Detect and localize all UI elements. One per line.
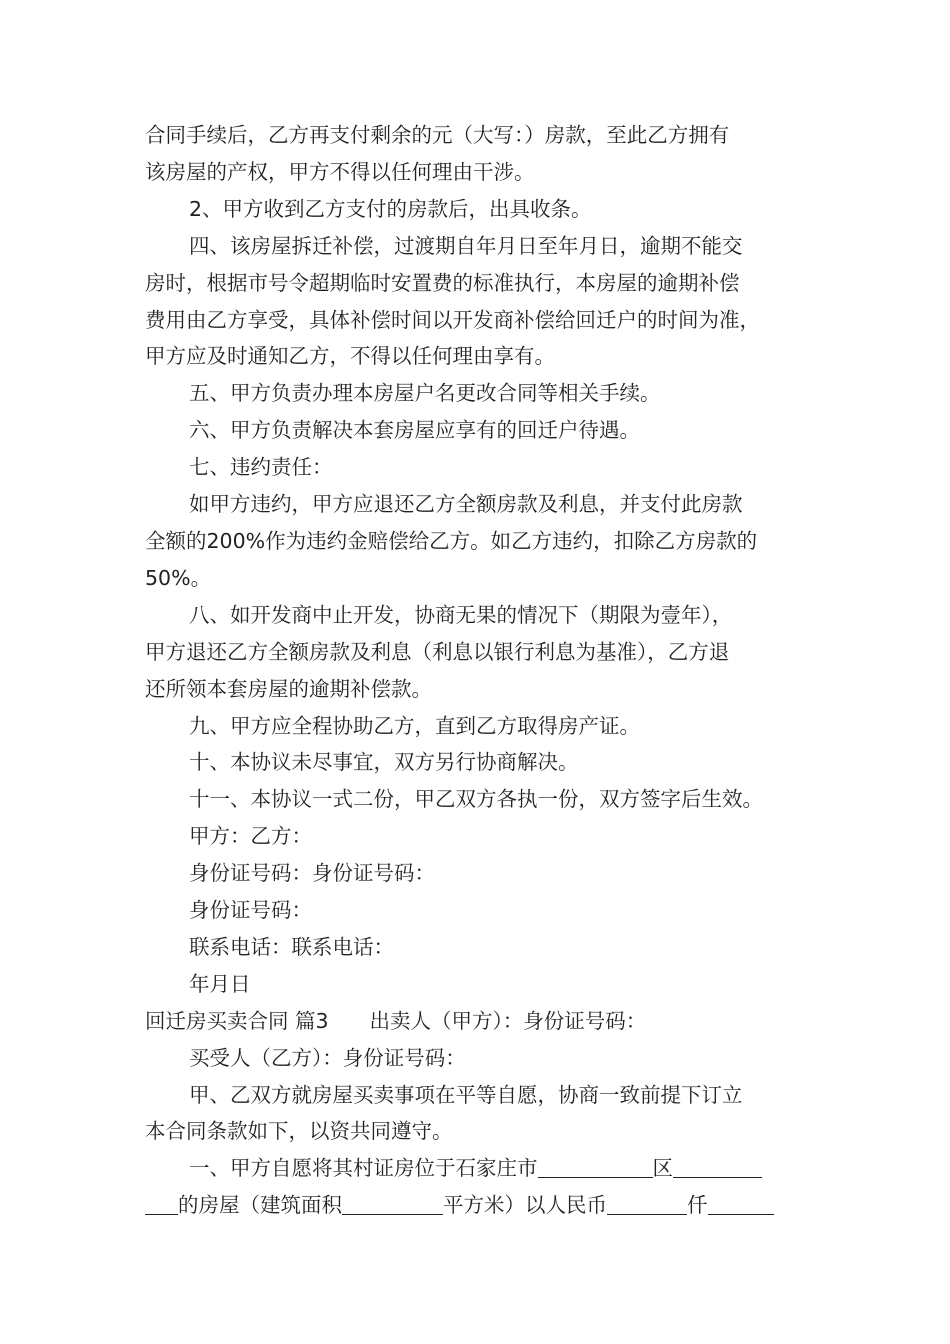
phone-line: 联系电话：联系电话：	[189, 934, 394, 959]
text-line: 四、该房屋拆迁补偿，过渡期自年月日至年月日，逾期不能交	[189, 233, 743, 258]
text-line: 费用由乙方享受，具体补偿时间以开发商补偿给回迁户的时间为准，	[145, 307, 760, 332]
text-line: 九、甲方应全程协助乙方，直到乙方取得房产证。	[189, 713, 640, 738]
clause-one-line	[145, 1187, 817, 1224]
text-line: 还所领本套房屋的逾期补偿款。	[145, 676, 432, 701]
id-number-line: 身份证号码：	[189, 898, 312, 923]
text-line: 50%。	[145, 565, 212, 590]
clause-text: 仟	[687, 1193, 708, 1218]
text-line: 该房屋的产权，甲方不得以任何理由干涉。	[145, 159, 535, 184]
text-line: 十一、本协议一式二份，甲乙双方各执一份，双方签字后生效。	[189, 787, 763, 812]
text-line: 甲方退还乙方全额房款及利息（利息以银行利息为基准），乙方退	[145, 639, 730, 664]
text-line: 全额的200%作为违约金赔偿给乙方。如乙方违约，扣除乙方房款的	[145, 528, 758, 553]
fill-blank-price	[607, 1193, 687, 1216]
fill-blank-district	[673, 1156, 762, 1179]
fill-blank-area	[342, 1193, 443, 1216]
clause-one-line	[145, 1150, 817, 1187]
document-body	[145, 117, 817, 1224]
section-heading: 回迁房买卖合同 篇3 出卖人（甲方）：身份证号码：	[145, 1008, 647, 1033]
fill-blank-city	[538, 1156, 653, 1179]
text-line: 十、本协议未尽事宜，双方另行协商解决。	[189, 750, 579, 775]
fill-blank-thousand	[708, 1193, 774, 1216]
text-line: 甲方应及时通知乙方，不得以任何理由享有。	[145, 344, 555, 369]
text-line: 2、甲方收到乙方支付的房款后，出具收条。	[189, 196, 592, 221]
text-line: 房时，根据市号令超期临时安置费的标准执行，本房屋的逾期补偿	[145, 270, 740, 295]
date-line: 年月日	[189, 971, 251, 996]
text-line: 本合同条款如下，以资共同遵守。	[145, 1119, 453, 1144]
text-line: 五、甲方负责办理本房屋户名更改合同等相关手续。	[189, 381, 661, 406]
clause-text: 区	[652, 1156, 673, 1181]
text-line: 买受人（乙方）：身份证号码：	[189, 1045, 466, 1070]
fill-blank-district-cont	[145, 1193, 178, 1216]
text-line: 甲、乙双方就房屋买卖事项在平等自愿，协商一致前提下订立	[189, 1082, 743, 1107]
text-line: 合同手续后，乙方再支付剩余的元（大写：）房款，至此乙方拥有	[145, 123, 730, 147]
text-line: 八、如开发商中止开发，协商无果的情况下（期限为壹年），	[189, 602, 733, 627]
clause-text: 平方米）以人民币	[443, 1193, 607, 1218]
text-line: 如甲方违约，甲方应退还乙方全额房款及利息，并支付此房款	[189, 492, 743, 517]
text-line: 六、甲方负责解决本套房屋应享有的回迁户待遇。	[189, 418, 640, 443]
id-number-line: 身份证号码：身份证号码：	[189, 861, 435, 886]
signature-parties: 甲方：乙方：	[189, 824, 312, 849]
clause-text: 一、甲方自愿将其村证房位于石家庄市	[189, 1156, 538, 1181]
text-line: 七、违约责任：	[189, 455, 333, 480]
clause-text: 的房屋（建筑面积	[178, 1193, 342, 1218]
